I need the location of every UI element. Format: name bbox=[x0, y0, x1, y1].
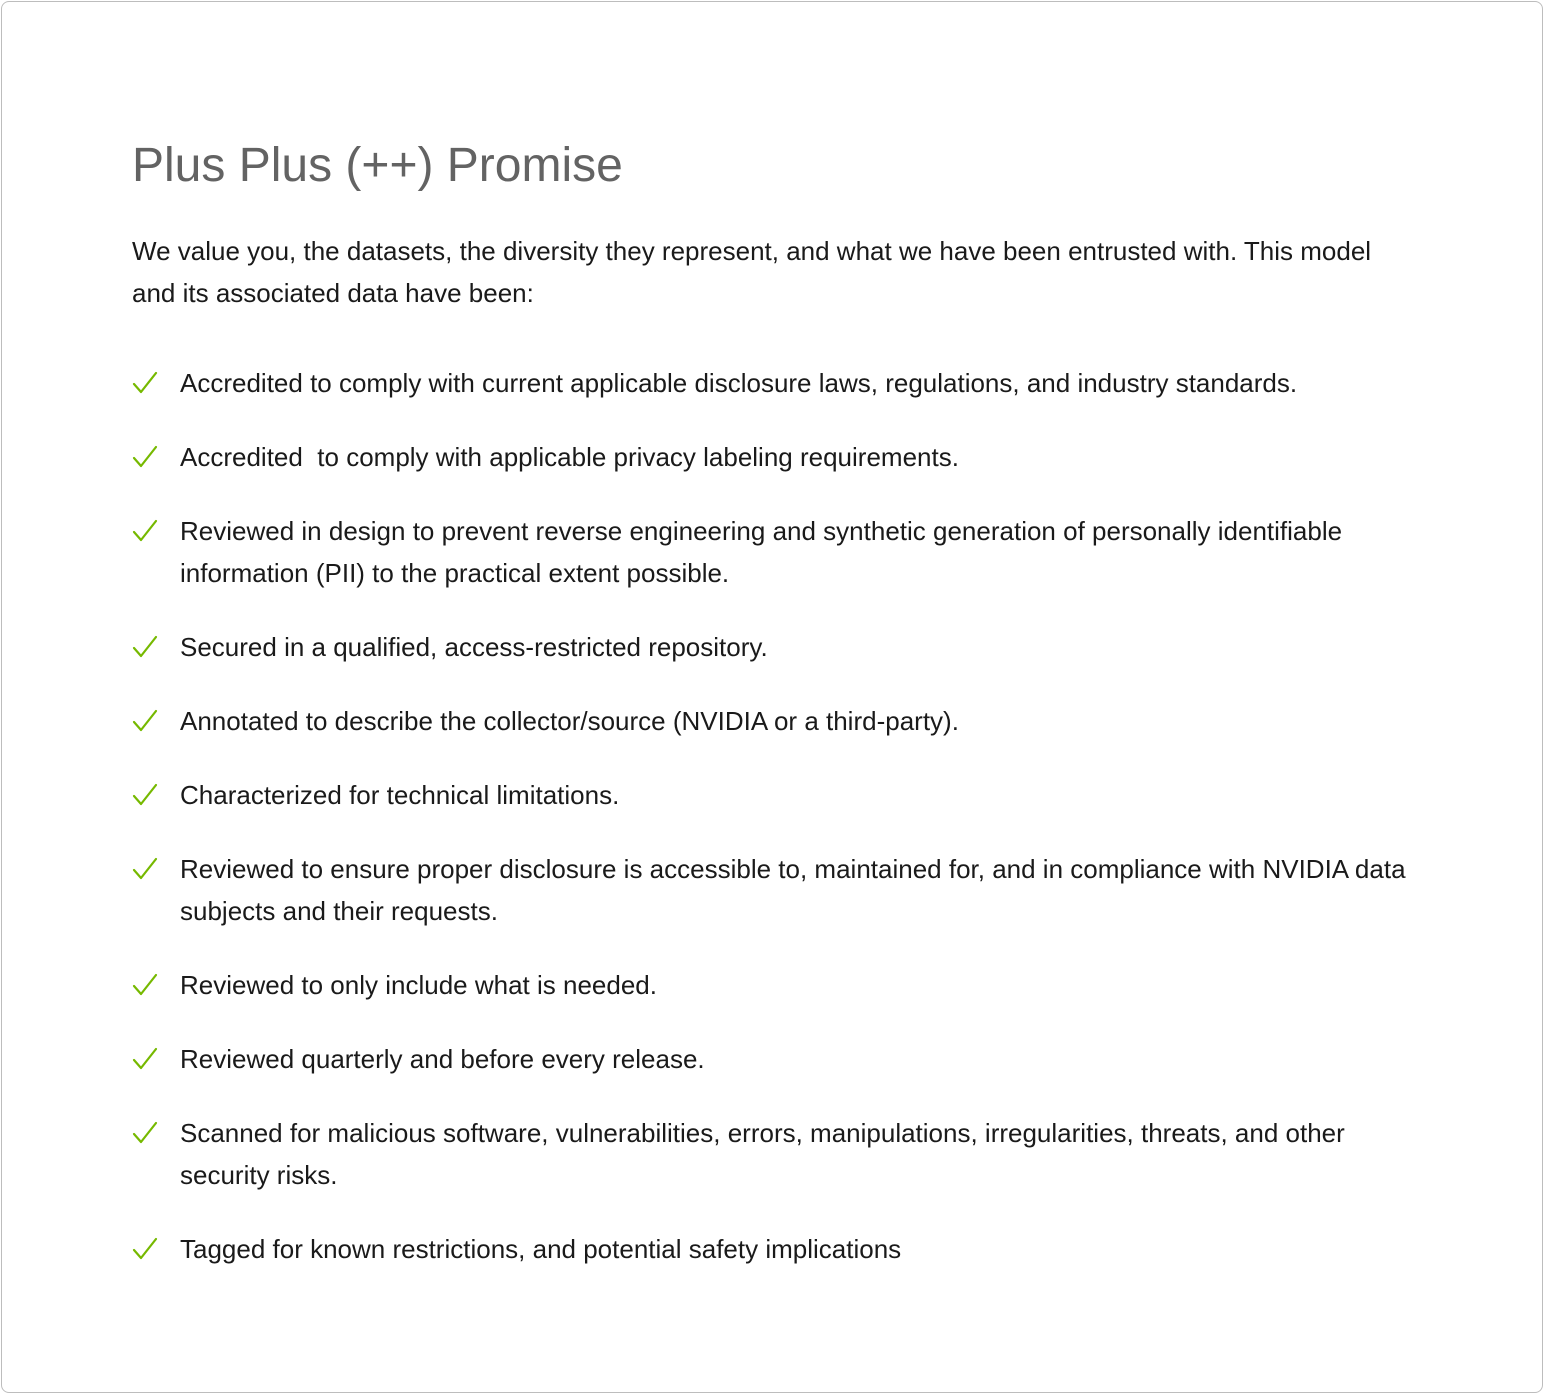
list-item bbox=[132, 964, 1422, 1006]
checkmark-icon bbox=[132, 370, 158, 396]
page-title: Plus Plus (++) Promise bbox=[132, 139, 623, 192]
list-item bbox=[132, 774, 1422, 816]
checkmark-icon bbox=[132, 856, 158, 882]
list-item-text: Accredited to comply with applicable privacy labeling requirements. bbox=[180, 442, 959, 472]
list-item bbox=[132, 362, 1422, 404]
list-item bbox=[132, 1228, 1422, 1270]
checkmark-icon bbox=[132, 518, 158, 544]
list-item bbox=[132, 510, 1422, 594]
list-item-text: Reviewed quarterly and before every release. bbox=[180, 1044, 705, 1074]
list-item bbox=[132, 848, 1422, 932]
checkmark-icon bbox=[132, 1046, 158, 1072]
list-item-text: Reviewed in design to prevent reverse engineering and synthetic generation of personally identifiable information (PII) to the practical extent possible. bbox=[180, 516, 1343, 588]
list-item-text: Scanned for malicious software, vulnerabilities, errors, manipulations, irregularities, threats, and other security risks. bbox=[180, 1118, 1345, 1190]
checkmark-icon bbox=[132, 708, 158, 734]
list-item-text: Reviewed to only include what is needed. bbox=[180, 970, 657, 1000]
list-item bbox=[132, 700, 1422, 742]
list-item-text: Characterized for technical limitations. bbox=[180, 780, 620, 810]
list-item-text: Tagged for known restrictions, and potential safety implications bbox=[180, 1234, 902, 1264]
checkmark-icon bbox=[132, 972, 158, 998]
intro-text: We value you, the datasets, the diversity they represent, and what we have been entrusted with. This model and its associated data have been: bbox=[132, 236, 1372, 308]
promise-card bbox=[1, 1, 1543, 1393]
list-item-text: Annotated to describe the collector/source (NVIDIA or a third-party). bbox=[180, 706, 959, 736]
checkmark-icon bbox=[132, 634, 158, 660]
list-item-text: Accredited to comply with current applicable disclosure laws, regulations, and industry standards. bbox=[180, 368, 1298, 398]
promise-list bbox=[132, 362, 1422, 1302]
list-item-text: Secured in a qualified, access-restricted repository. bbox=[180, 632, 768, 662]
checkmark-icon bbox=[132, 1236, 158, 1262]
checkmark-icon bbox=[132, 1120, 158, 1146]
checkmark-icon bbox=[132, 444, 158, 470]
list-item bbox=[132, 436, 1422, 478]
list-item-text: Reviewed to ensure proper disclosure is accessible to, maintained for, and in compliance with NVIDIA data subjects and their requests. bbox=[180, 854, 1406, 926]
list-item bbox=[132, 1112, 1422, 1196]
list-item bbox=[132, 1038, 1422, 1080]
checkmark-icon bbox=[132, 782, 158, 808]
list-item bbox=[132, 626, 1422, 668]
